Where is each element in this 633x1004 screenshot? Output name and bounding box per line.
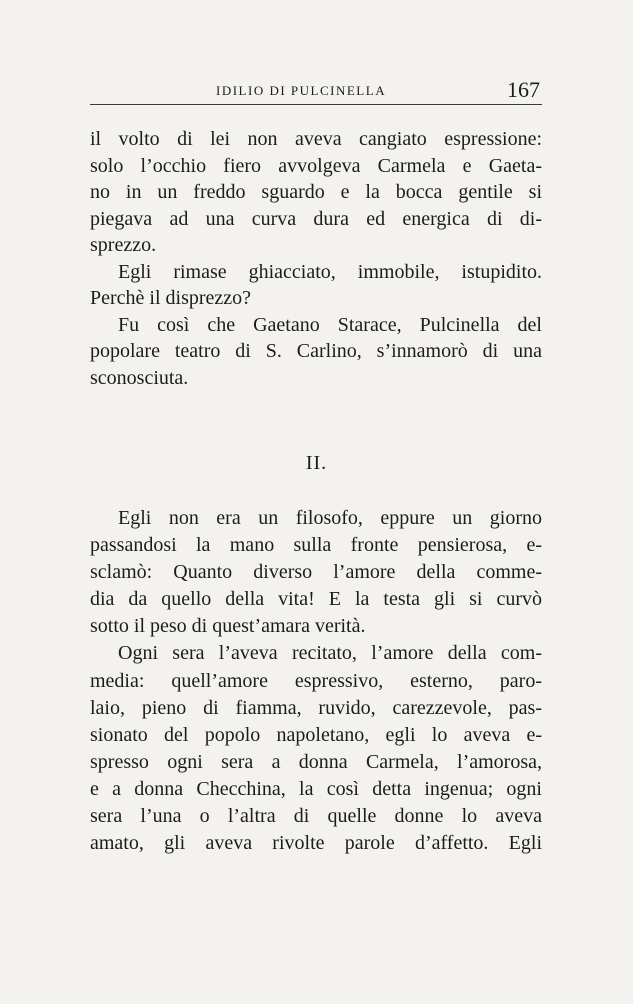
section-heading: II. [305, 452, 328, 474]
page-number: 167 [507, 77, 540, 102]
text-line: Egli rimase ghiacciato, immobile, istupidito. [118, 260, 542, 283]
text-line: sprezzo. [90, 234, 157, 256]
text-line: il volto di lei non aveva cangiato espressione: [90, 128, 542, 150]
text-line: sotto il peso di quest’amara verità. [90, 615, 366, 638]
text-line: sionato del popolo napoletano, egli lo aveva e- [90, 723, 542, 746]
text-line: sera l’una o l’altra di quelle donne lo aveva [90, 805, 542, 828]
page-header [90, 76, 542, 106]
text-line: media: quell’amore espressivo, esterno, paro- [90, 669, 542, 692]
text-line: laio, pieno di fiamma, ruvido, carezzevole, pas- [90, 696, 542, 719]
text-block-before [90, 126, 542, 391]
text-line: Perchè il disprezzo? [90, 287, 252, 309]
text-line: piegava ad una curva dura ed energica di di- [90, 207, 542, 230]
text-line: sclamò: Quanto diverso l’amore della comme- [90, 561, 542, 584]
text-line: no in un freddo sguardo e la bocca gentile si [90, 181, 542, 203]
text-line: Ogni sera l’aveva recitato, l’amore della com- [118, 642, 542, 665]
text-line: popolare teatro di S. Carlino, s’innamorò di una [90, 340, 542, 362]
text-line: dia da quello della vita! E la testa gli si curvò [90, 588, 542, 611]
text-line: Fu così che Gaetano Starace, Pulcinella del [118, 313, 542, 336]
text-block-after [90, 505, 542, 857]
text-line: spresso ogni sera a donna Carmela, l’amorosa, [90, 750, 542, 773]
text-line: Egli non era un filosofo, eppure un giorno [118, 507, 542, 529]
running-title: IDILIO DI PULCINELLA [216, 83, 387, 98]
text-line: passandosi la mano sulla fronte pensierosa, e- [90, 534, 542, 557]
header-rule [90, 104, 542, 105]
text-line: e a donna Checchina, la così detta ingenua; ogni [90, 777, 542, 800]
text-line: solo l’occhio fiero avvolgeva Carmela e Gaeta- [90, 154, 542, 177]
text-line: amato, gli aveva rivolte parole d’affetto. Egli [90, 832, 542, 855]
text-line: sconosciuta. [90, 366, 189, 389]
